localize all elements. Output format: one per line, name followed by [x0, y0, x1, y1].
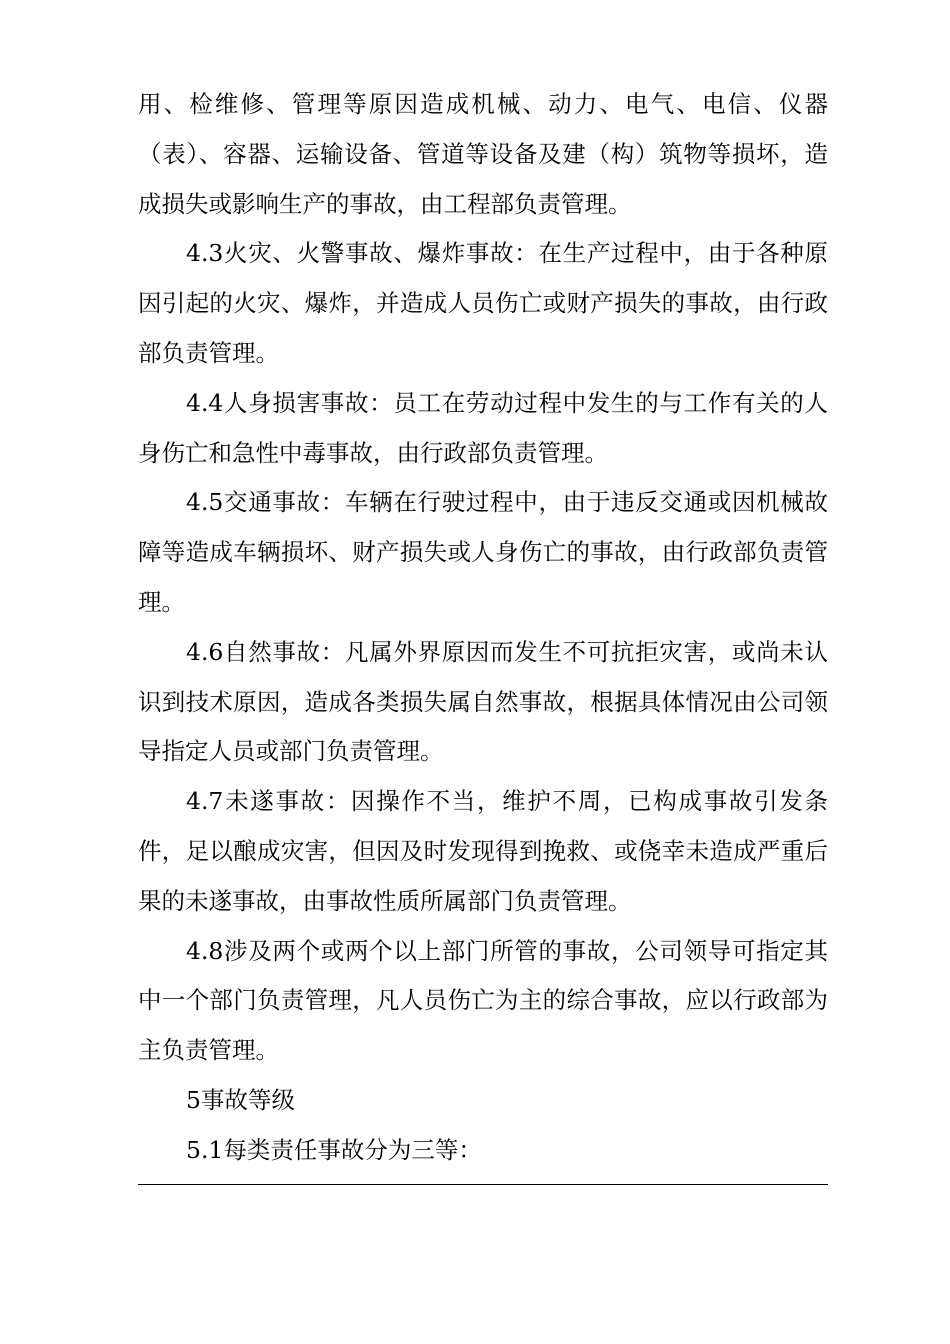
paragraph-4-7: 4.7未遂事故：因操作不当，维护不周，已构成事故引发条件，足以酿成灾害，但因及时发现得到挽救、或侥幸未造成严重后果的未遂事故，由事故性质所属部门负责管理。	[138, 787, 828, 915]
paragraph-4-5: 4.5交通事故：车辆在行驶过程中，由于违反交通或因机械故障等造成车辆损坏、财产损失或人身伤亡的事故，由行政部负责管理。	[138, 488, 828, 616]
document-body	[138, 80, 828, 1176]
section-heading-5: 5事故等级	[186, 1085, 295, 1114]
paragraph-4-4: 4.4人身损害事故：员工在劳动过程中发生的与工作有关的人身伤亡和急性中毒事故，由行政部负责管理。	[138, 388, 828, 467]
footer-divider	[138, 1184, 828, 1185]
paragraph-4-8: 4.8涉及两个或两个以上部门所管的事故，公司领导可指定其中一个部门负责管理，凡人员伤亡为主的综合事故，应以行政部为主负责管理。	[138, 936, 828, 1065]
paragraph-5-1: 5.1每类责任事故分为三等：	[186, 1135, 482, 1164]
paragraph-4-3: 4.3火灾、火警事故、爆炸事故：在生产过程中，由于各种原因引起的火灾、爆炸，并造成人员伤亡或财产损失的事故，由行政部负责管理。	[138, 239, 828, 367]
paragraph-4-6: 4.6自然事故：凡属外界原因而发生不可抗拒灾害，或尚未认识到技术原因，造成各类损失属自然事故，根据具体情况由公司领导指定人员或部门负责管理。	[138, 637, 828, 766]
paragraph-continuation: 用、检维修、管理等原因造成机械、动力、电气、电信、仪器（表）、容器、运输设备、管道等设备及建（构）筑物等损坏，造成损失或影响生产的事故，由工程部负责管理。	[138, 90, 828, 218]
